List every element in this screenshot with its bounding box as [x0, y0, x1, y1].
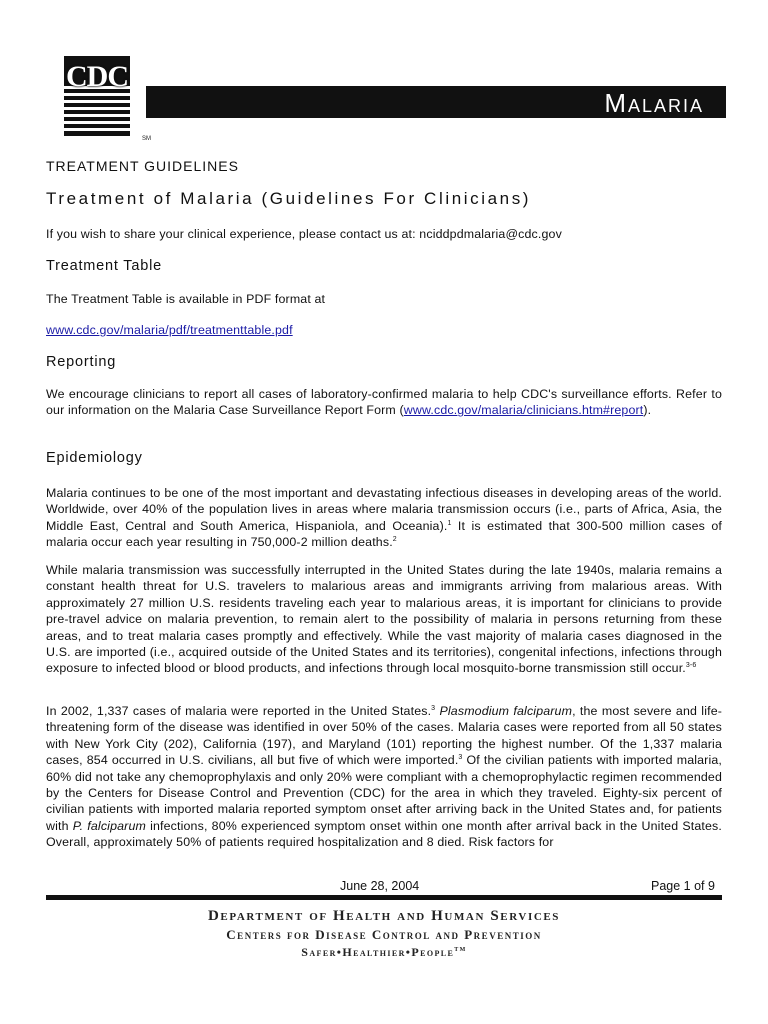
reporting-heading: Reporting	[46, 354, 117, 370]
section-label: TREATMENT GUIDELINES	[46, 158, 239, 174]
treatment-table-heading: Treatment Table	[46, 258, 162, 274]
cdc-logo-text: CDC	[66, 60, 128, 93]
footer-date: June 28, 2004	[340, 879, 420, 893]
reporting-paragraph: We encourage clinicians to report all cases of laboratory-confirmed malaria to help CDC's surveillance efforts. Refer to our information on the Malaria Case Surveillance Report Form (www.cdc.gov/malaria/clinicians.htm#report).	[46, 387, 722, 418]
epidemiology-paragraph-2: While malaria transmission was successfully interrupted in the United States during the late 1940s, malaria remains a constant health threat for U.S. travelers to malarious areas and immigrants arriving from malarious areas. With approximately 27 million U.S. residents traveling each year to malarious areas, it is important for clinicians to provide pre-travel advice on malaria prevention, to remain alert to the possibility of malaria in persons returning from these areas, and to treat malaria cases promptly and effectively. While the vast majority of malaria cases diagnosed in the U.S. are imported (i.e., acquired outside of the United States and its territories), congenital infections, infections through exposure to infected blood or blood products, and infections through local mosquito-borne transmission still occur.$^{3-6}$	[46, 563, 722, 676]
epidemiology-heading: Epidemiology	[46, 450, 143, 466]
epidemiology-paragraph-1: Malaria continues to be one of the most important and devastating infectious diseases in developing areas of the world. Worldwide, over 40% of the population lives in areas where malaria transmission occurs (i.e., parts of Africa, Asia, the Middle East, Central and South America, Hispaniola, and Oceania).$^1$ It is estimated that 300-500 million cases of malaria occur each year resulting in 750,000-2 million deaths.$^2$	[46, 486, 723, 550]
header-bar	[146, 86, 726, 118]
footer-centers: Centers for Disease Control and Prevention	[226, 927, 542, 942]
logo-trademark: SM	[142, 136, 151, 142]
treatment-table-text: The Treatment Table is available in PDF format at	[46, 292, 326, 306]
footer-slogan: Safer•Healthier•People™	[301, 945, 467, 959]
page-number: Page 1 of 9	[651, 879, 715, 893]
case-surveillance-link[interactable]: www.cdc.gov/malaria/clinicians.htm#report	[403, 403, 644, 418]
page-title: Treatment of Malaria (Guidelines For Clinicians)	[46, 189, 532, 208]
contact-text: If you wish to share your clinical experience, please contact us at: nciddpdmalaria@cdc.gov	[46, 227, 562, 241]
footer-divider	[46, 895, 722, 900]
cdc-logo-box	[64, 56, 130, 136]
cdc-logo	[64, 56, 150, 148]
header-title: Malaria	[604, 88, 704, 118]
footer-department: Department of Health and Human Services	[207, 908, 561, 924]
epidemiology-paragraph-3: In 2002, 1,337 cases of malaria were reported in the United States.$^3$ Plasmodium falciparum, the most severe and life-threatening form of the disease was identified in over 50% of the cases. Malaria cases were reported from all 50 states with New York City (202), California (197), and Maryland (101) reporting the highest number. Of the 1,337 malaria cases, 854 occurred in U.S. civilians, all but five of which were imported.$^3$ Of the civilian patients with imported malaria, 60% did not take any chemoprophylaxis and only 20% were compliant with a chemoprophylactic regimen recommended by the Centers for Disease Control and Prevention (CDC) for the area in which they traveled. Eighty-six percent of civilian patients with imported malaria reported symptom onset after arriving back in the United States and, for patients with P. falciparum infections, 80% experienced symptom onset within one month after arrival back in the United States. Overall, approximately 50% of patients required hospitalization and 8 died. Risk factors for	[46, 704, 723, 850]
treatment-table-link[interactable]: www.cdc.gov/malaria/pdf/treatmenttable.pdf	[46, 323, 293, 337]
